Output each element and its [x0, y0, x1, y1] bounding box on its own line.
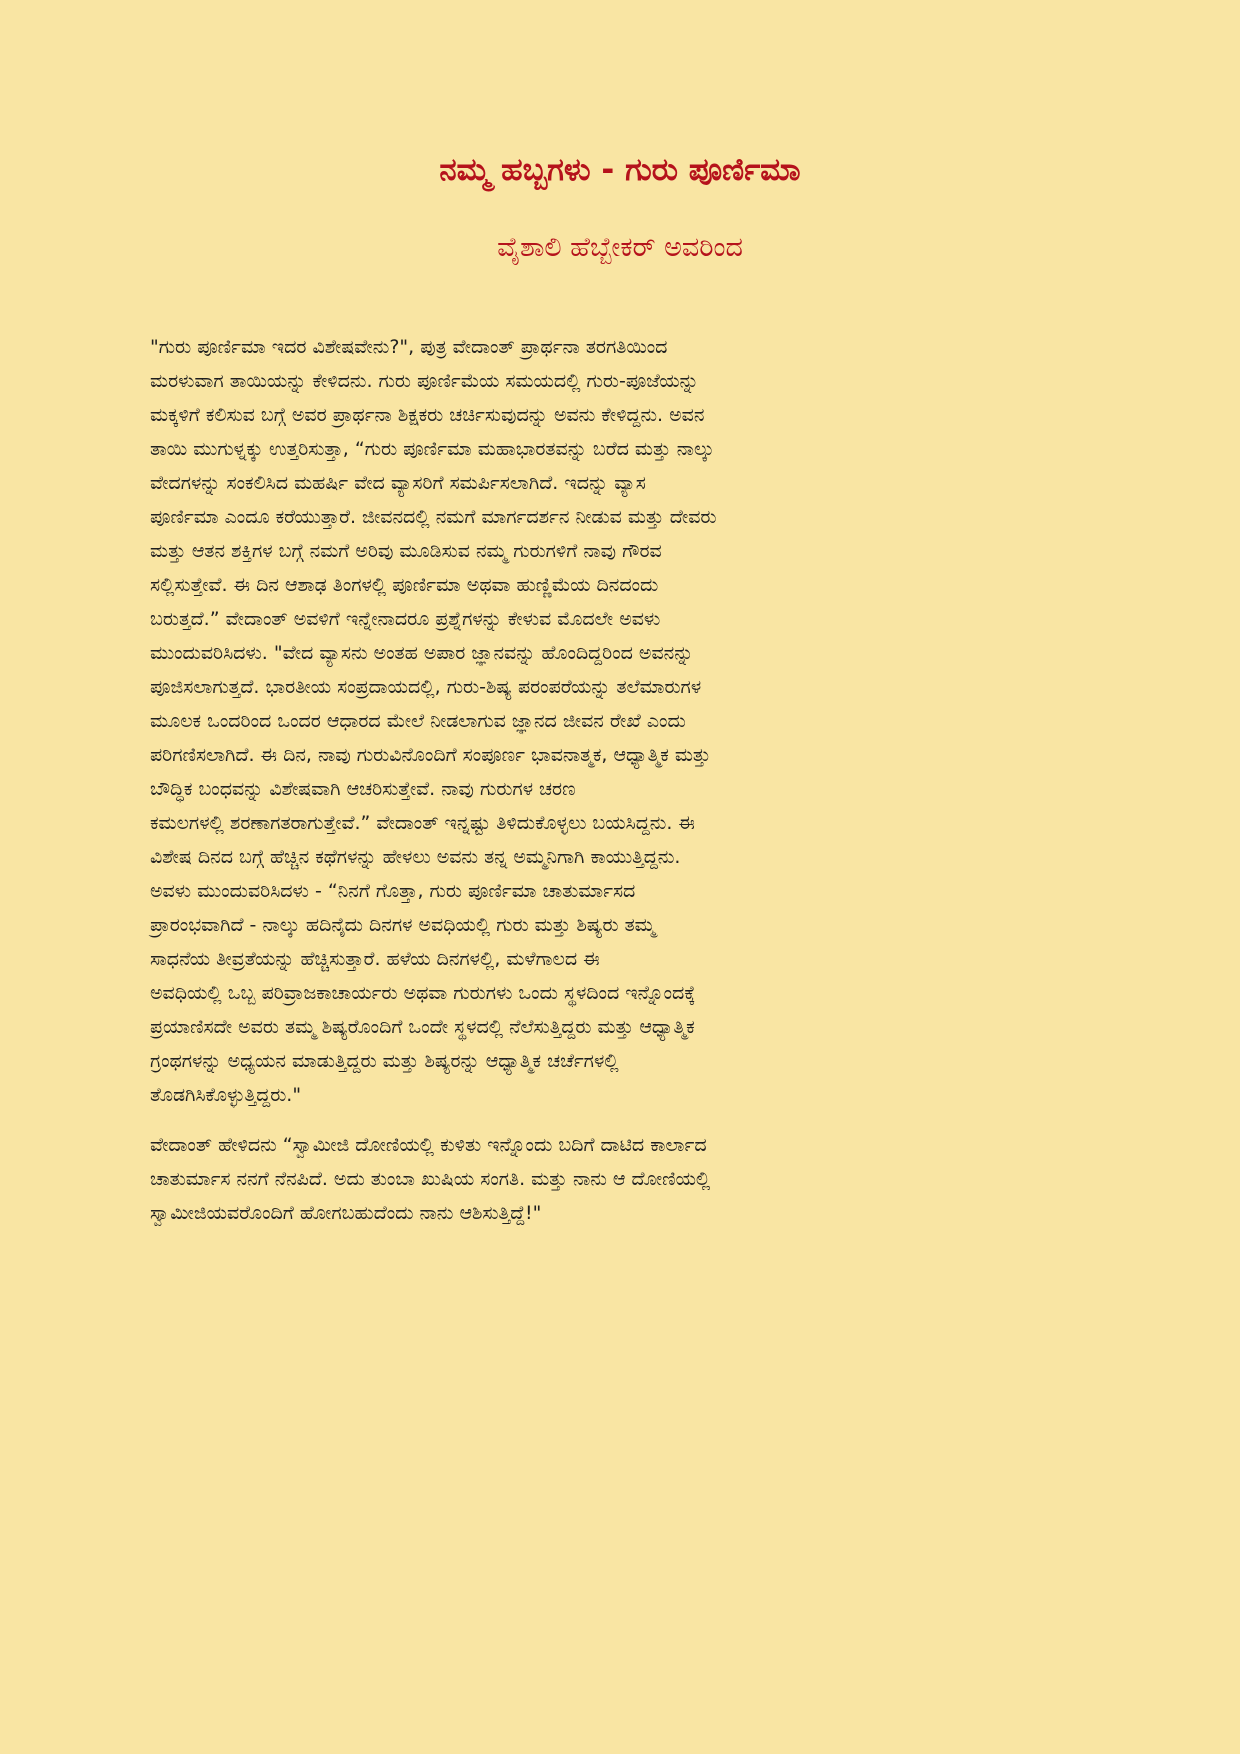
text-line: ಮೂಲಕ ಒಂದರಿಂದ ಒಂದರ ಆಧಾರದ ಮೇಲೆ ನೀಡಲಾಗುವ ಜ್ಞಾನದ ಜೀವನ ರೇಖೆ ಎಂದು: [150, 710, 686, 732]
text-line: ವೇದಾಂತ್ ಹೇಳಿದನು “ಸ್ವಾಮೀಜಿ ದೋಣಿಯಲ್ಲಿ ಕುಳಿತು ಇನ್ನೊಂದು ಬದಿಗೆ ದಾಟಿದ ಕಾರ್ಲಾದ: [150, 1134, 707, 1156]
text-line: ಮಕ್ಕಳಿಗೆ ಕಲಿಸುವ ಬಗ್ಗೆ ಅವರ ಪ್ರಾರ್ಥನಾ ಶಿಕ್ಷಕರು ಚರ್ಚಿಸುವುದನ್ನು ಅವನು ಕೇಳಿದ್ದನು. ಅವನ: [150, 404, 705, 426]
text-line: "ಗುರು ಪೂರ್ಣಿಮಾ ಇದರ ವಿಶೇಷವೇನು?", ಪುತ್ರ ವೇದಾಂತ್ ಪ್ರಾರ್ಥನಾ ತರಗತಿಯಿಂದ: [150, 336, 668, 358]
text-line: ಮರಳುವಾಗ ತಾಯಿಯನ್ನು ಕೇಳಿದನು. ಗುರು ಪೂರ್ಣಿಮೆಯ ಸಮಯದಲ್ಲಿ ಗುರು-ಪೂಜೆಯನ್ನು: [150, 370, 699, 392]
text-line: ಪರಿಗಣಿಸಲಾಗಿದೆ. ಈ ದಿನ, ನಾವು ಗುರುವಿನೊಂದಿಗೆ ಸಂಪೂರ್ಣ ಭಾವನಾತ್ಮಕ, ಆಧ್ಯಾತ್ಮಿಕ ಮತ್ತು: [150, 744, 711, 766]
text-line: ಚಾತುರ್ಮಾಸ ನನಗೆ ನೆನಪಿದೆ. ಅದು ತುಂಬಾ ಖುಷಿಯ ಸಂಗತಿ. ಮತ್ತು ನಾನು ಆ ದೋಣಿಯಲ್ಲಿ: [150, 1168, 711, 1190]
text-line: ಬೌದ್ಧಿಕ ಬಂಧವನ್ನು ವಿಶೇಷವಾಗಿ ಆಚರಿಸುತ್ತೇವೆ. ನಾವು ಗುರುಗಳ ಚರಣ: [150, 778, 576, 800]
article-body: [150, 330, 930, 1246]
author-byline: ವೈಶಾಲಿ ಹೆಬ್ಬೇಕರ್ ಅವರಿಂದ: [497, 232, 743, 263]
text-line: ಮುಂದುವರಿಸಿದಳು. "ವೇದ ವ್ಯಾಸನು ಅಂತಹ ಅಪಾರ ಜ್ಞಾನವನ್ನು ಹೊಂದಿದ್ದರಿಂದ ಅವನನ್ನು: [150, 642, 694, 664]
text-line: ಅವಧಿಯಲ್ಲಿ ಒಬ್ಬ ಪರಿವ್ರಾಜಕಾಚಾರ್ಯರು ಅಥವಾ ಗುರುಗಳು ಒಂದು ಸ್ಥಳದಿಂದ ಇನ್ನೊಂದಕ್ಕೆ: [150, 982, 696, 1004]
text-line: ಸಲ್ಲಿಸುತ್ತೇವೆ. ಈ ದಿನ ಆಶಾಢ ತಿಂಗಳಲ್ಲಿ ಪೂರ್ಣಿಮಾ ಅಥವಾ ಹುಣ್ಣಿಮೆಯ ದಿನದಂದು: [150, 574, 659, 596]
text-line: ಅವಳು ಮುಂದುವರಿಸಿದಳು - “ನಿನಗೆ ಗೊತ್ತಾ, ಗುರು ಪೂರ್ಣಿಮಾ ಚಾತುರ್ಮಾಸದ: [150, 880, 636, 902]
text-line: ವೇದಗಳನ್ನು ಸಂಕಲಿಸಿದ ಮಹರ್ಷಿ ವೇದ ವ್ಯಾಸರಿಗೆ ಸಮರ್ಪಿಸಲಾಗಿದೆ. ಇದನ್ನು ವ್ಯಾಸ: [150, 472, 646, 494]
paragraph-2: [150, 1128, 930, 1230]
text-line: ಸ್ವಾಮೀಜಿಯವರೊಂದಿಗೆ ಹೋಗಬಹುದೆಂದು ನಾನು ಆಶಿಸುತ್ತಿದ್ದೆ!": [150, 1202, 542, 1224]
text-line: ವಿಶೇಷ ದಿನದ ಬಗ್ಗೆ ಹೆಚ್ಚಿನ ಕಥೆಗಳನ್ನು ಹೇಳಲು ಅವನು ತನ್ನ ಅಮ್ಮನಿಗಾಗಿ ಕಾಯುತ್ತಿದ್ದನು.: [150, 846, 681, 868]
text-line: ಗ್ರಂಥಗಳನ್ನು ಅಧ್ಯಯನ ಮಾಡುತ್ತಿದ್ದರು ಮತ್ತು ಶಿಷ್ಯರನ್ನು ಆಧ್ಯಾತ್ಮಿಕ ಚರ್ಚೆಗಳಲ್ಲಿ: [150, 1050, 619, 1072]
paragraph-1: [150, 330, 930, 1112]
text-line: ಬರುತ್ತದೆ.” ವೇದಾಂತ್ ಅವಳಿಗೆ ಇನ್ನೇನಾದರೂ ಪ್ರಶ್ನೆಗಳನ್ನು ಕೇಳುವ ಮೊದಲೇ ಅವಳು: [150, 608, 661, 630]
text-line: ಮತ್ತು ಆತನ ಶಕ್ತಿಗಳ ಬಗ್ಗೆ ನಮಗೆ ಅರಿವು ಮೂಡಿಸುವ ನಮ್ಮ ಗುರುಗಳಿಗೆ ನಾವು ಗೌರವ: [150, 540, 662, 562]
text-line: ಪ್ರಯಾಣಿಸದೇ ಅವರು ತಮ್ಮ ಶಿಷ್ಯರೊಂದಿಗೆ ಒಂದೇ ಸ್ಥಳದಲ್ಲಿ ನೆಲೆಸುತ್ತಿದ್ದರು ಮತ್ತು ಆಧ್ಯಾತ್ಮಿಕ: [150, 1016, 695, 1038]
text-line: ಪ್ರಾರಂಭವಾಗಿದೆ - ನಾಲ್ಕು ಹದಿನೈದು ದಿನಗಳ ಅವಧಿಯಲ್ಲಿ ಗುರು ಮತ್ತು ಶಿಷ್ಯರು ತಮ್ಮ: [150, 914, 656, 936]
text-line: ಪೂರ್ಣಿಮಾ ಎಂದೂ ಕರೆಯುತ್ತಾರೆ. ಜೀವನದಲ್ಲಿ ನಮಗೆ ಮಾರ್ಗದರ್ಶನ ನೀಡುವ ಮತ್ತು ದೇವರು: [150, 506, 717, 528]
text-line: ತಾಯಿ ಮುಗುಳ್ನಕ್ಕು ಉತ್ತರಿಸುತ್ತಾ, “ಗುರು ಪೂರ್ಣಿಮಾ ಮಹಾಭಾರತವನ್ನು ಬರೆದ ಮತ್ತು ನಾಲ್ಕು: [150, 438, 715, 460]
text-line: ಕಮಲಗಳಲ್ಲಿ ಶರಣಾಗತರಾಗುತ್ತೇವೆ.” ವೇದಾಂತ್ ಇನ್ನಷ್ಟು ತಿಳಿದುಕೊಳ್ಳಲು ಬಯಸಿದ್ದನು. ಈ: [150, 812, 695, 834]
text-line: ಸಾಧನೆಯ ತೀವ್ರತೆಯನ್ನು ಹೆಚ್ಚಿಸುತ್ತಾರೆ. ಹಳೆಯ ದಿನಗಳಲ್ಲಿ, ಮಳೆಗಾಲದ ಈ: [150, 948, 600, 970]
text-line: ತೊಡಗಿಸಿಕೊಳ್ಳುತ್ತಿದ್ದರು.": [150, 1084, 302, 1106]
text-line: ಪೂಜಿಸಲಾಗುತ್ತದೆ. ಭಾರತೀಯ ಸಂಪ್ರದಾಯದಲ್ಲಿ, ಗುರು-ಶಿಷ್ಯ ಪರಂಪರೆಯನ್ನು ತಲೆಮಾರುಗಳ: [150, 676, 702, 698]
page-title: ನಮ್ಮ ಹಬ್ಬಗಳು - ಗುರು ಪೂರ್ಣಿಮಾ: [439, 152, 801, 188]
